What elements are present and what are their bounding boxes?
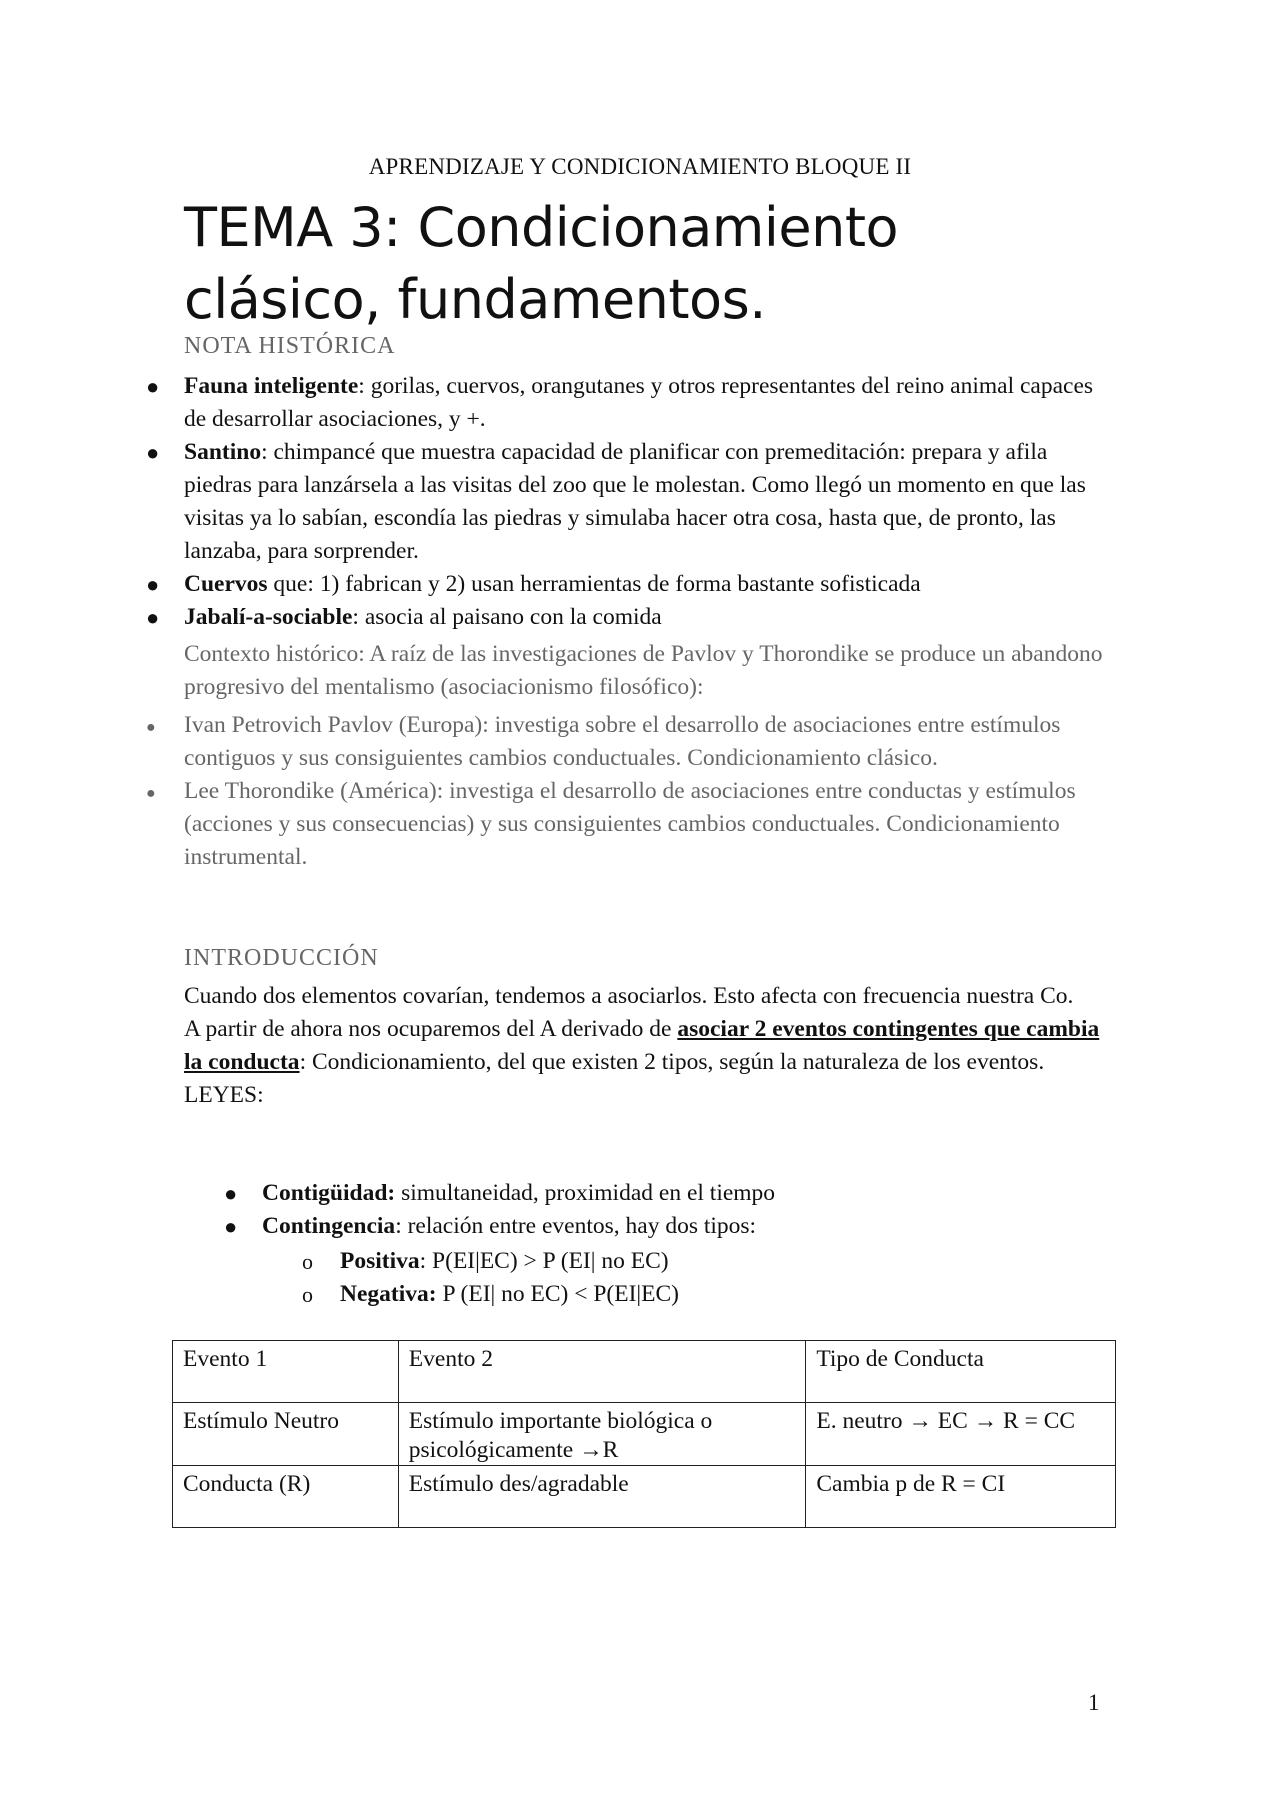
- contexto-paragraph: [184, 638, 1114, 704]
- page-title: TEMA 3: Condicionamiento clásico, fundamentos.: [184, 196, 899, 331]
- item-text: : asocia al paisano con la comida: [352, 604, 662, 630]
- item-term: Contigüidad:: [262, 1180, 396, 1206]
- bullet-icon: ●: [146, 440, 160, 465]
- item-term: Santino: [184, 439, 262, 465]
- conditioning-table: [172, 1340, 1116, 1528]
- list-item: [302, 1245, 1100, 1278]
- circle-bullet-icon: o: [302, 1249, 313, 1274]
- laws-list: [224, 1177, 1112, 1243]
- list-item: [302, 1278, 1100, 1311]
- item-text: que: 1) fabrican y 2) usan herramientas de forma bastante sofisticada: [267, 571, 921, 597]
- item-text: Ivan Petrovich Pavlov (Europa): investiga sobre el desarrollo de asociaciones entre estímulos contiguos y sus consiguientes cambios conductuales. Condicionamiento clásico.: [184, 712, 1061, 771]
- table-header-cell: Evento 1: [173, 1341, 399, 1403]
- bullet-icon: ●: [146, 605, 160, 630]
- page-number: 1: [1088, 1690, 1100, 1715]
- document-header: APRENDIZAJE Y CONDICIONAMIENTO BLOQUE II: [368, 154, 912, 179]
- intro-paragraph-1: Cuando dos elementos covarían, tendemos a asociarlos. Esto afecta con frecuencia nuestra Co.: [184, 983, 1074, 1009]
- text-span: : Condicionamiento, del que existen 2 tipos, según la naturaleza de los eventos.: [299, 1049, 1045, 1075]
- list-item: [146, 370, 1114, 436]
- item-text: : relación entre eventos, hay dos tipos:: [395, 1213, 757, 1239]
- list-item: [146, 709, 1114, 775]
- item-term: Positiva: [340, 1248, 420, 1274]
- list-item: [224, 1210, 1112, 1243]
- table-row: [173, 1466, 1116, 1528]
- leyes-label: LEYES:: [184, 1082, 264, 1108]
- table-cell: Cambia p de R = CI: [806, 1466, 1116, 1528]
- list-item: [146, 601, 1114, 634]
- table-cell: Estímulo des/agradable: [398, 1466, 806, 1528]
- circle-bullet-icon: o: [302, 1282, 313, 1307]
- list-item: [146, 775, 1114, 874]
- contingency-types-list: [302, 1245, 1100, 1311]
- item-text: P (EI| no EC) < P(EI|EC): [436, 1281, 679, 1307]
- item-text: simultaneidad, proximidad en el tiempo: [395, 1180, 776, 1206]
- bullet-icon: ●: [146, 572, 160, 597]
- bullet-icon: ●: [224, 1214, 238, 1239]
- bullet-icon: ●: [224, 1181, 238, 1206]
- intro-paragraph-2: [184, 1013, 1114, 1079]
- contexto-text: Contexto histórico: A raíz de las investigaciones de Pavlov y Thorondike se produce un abandono progresivo del mentalismo (asociacionismo filosófico):: [184, 641, 1103, 700]
- item-term: Fauna inteligente: [184, 373, 359, 399]
- table-cell: Estímulo Neutro: [173, 1403, 399, 1466]
- table-header-row: [173, 1341, 1116, 1403]
- item-text: : chimpancé que muestra capacidad de planificar con premeditación: prepara y afila piedras para lanzársela a las visitas del zoo que le molestan. Como llegó un momento en que las visitas ya lo sabían, escondía las piedras y simulaba hacer otra cosa, hasta que, de pronto, las lanzaba, para sorprender.: [184, 439, 1086, 564]
- nota-list: [146, 370, 1114, 874]
- item-term: Cuervos: [184, 571, 268, 597]
- item-text: : P(EI|EC) > P (EI| no EC): [419, 1248, 669, 1274]
- list-item: [146, 436, 1114, 568]
- underlined-phrase: asociar 2 eventos contingentes que cambia la conducta: [184, 1016, 1100, 1075]
- item-term: Negativa:: [340, 1281, 437, 1307]
- bullet-icon: ●: [146, 785, 156, 802]
- intro-body: [184, 980, 1114, 1112]
- bullet-icon: ●: [146, 374, 160, 399]
- table-cell: Conducta (R): [173, 1466, 399, 1528]
- bullet-icon: ●: [146, 719, 156, 736]
- introduccion-heading: INTRODUCCIÓN: [184, 945, 379, 971]
- item-term: Jabalí-a-sociable: [184, 604, 353, 630]
- item-text: Lee Thorondike (América): investiga el desarrollo de asociaciones entre conductas y estímulos (acciones y sus consecuencias) y sus consiguientes cambios conductuales. Condicionamiento instrumental.: [184, 778, 1076, 870]
- table-cell: Estímulo importante biológica o psicológicamente →R: [398, 1403, 806, 1466]
- table-cell: E. neutro → EC → R = CC: [806, 1403, 1116, 1466]
- nota-historica-heading: NOTA HISTÓRICA: [184, 333, 396, 359]
- table-header-cell: Tipo de Conducta: [806, 1341, 1116, 1403]
- item-term: Contingencia: [262, 1213, 396, 1239]
- list-item: [224, 1177, 1112, 1210]
- list-item: [146, 568, 1114, 601]
- text-span: A partir de ahora nos ocuparemos del A derivado de: [184, 1016, 678, 1042]
- table-header-cell: Evento 2: [398, 1341, 806, 1403]
- item-text: : gorilas, cuervos, orangutanes y otros representantes del reino animal capaces de desarrollar asociaciones, y +.: [184, 373, 1094, 432]
- table-row: [173, 1403, 1116, 1466]
